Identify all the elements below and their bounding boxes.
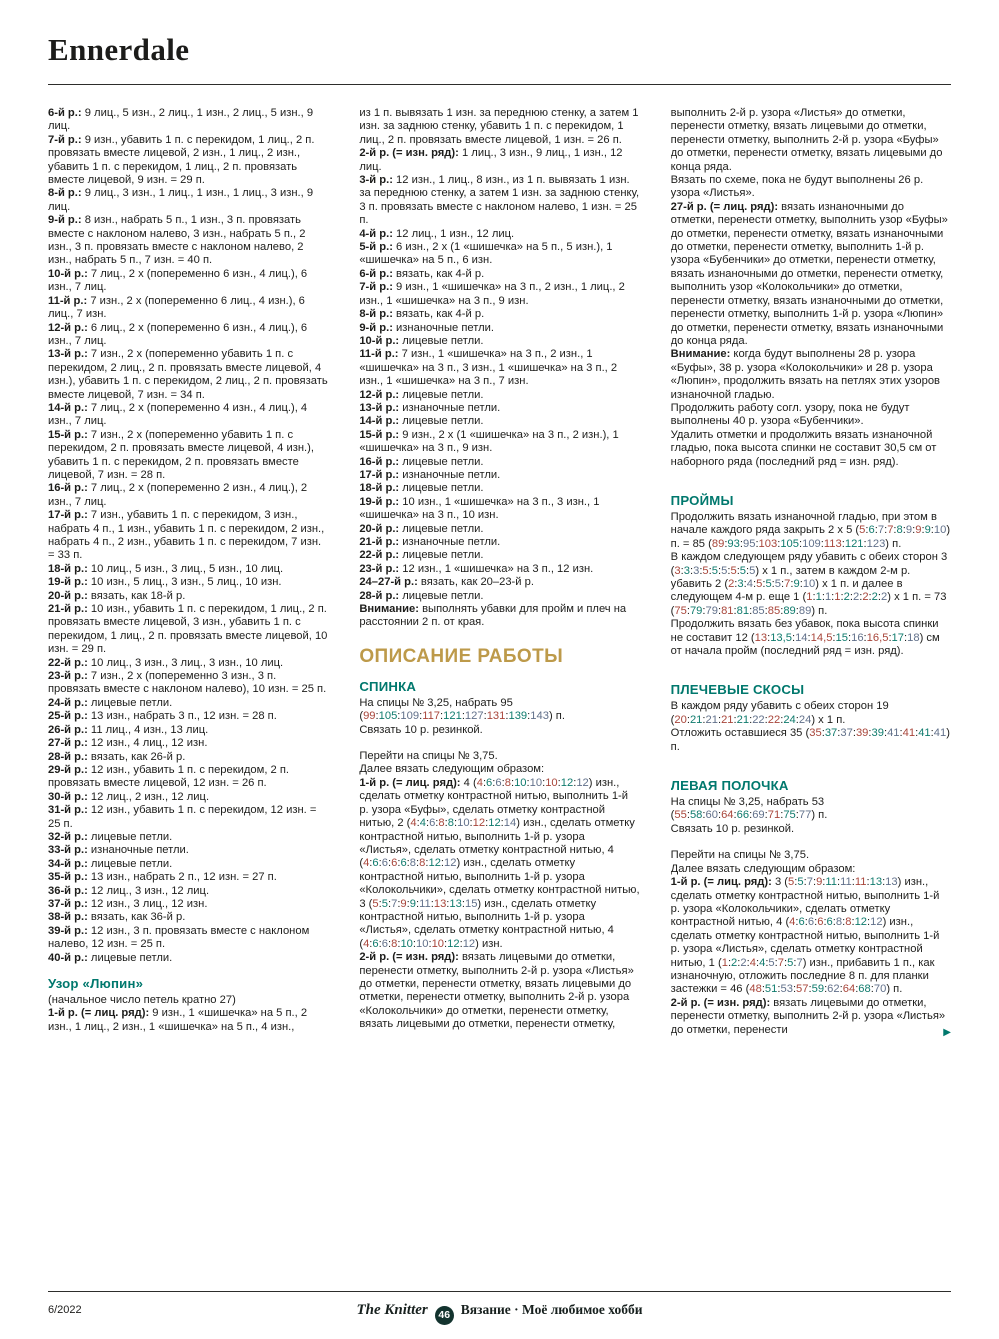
row-label: 23-й р.: — [48, 670, 88, 683]
section-heading: ОПИСАНИЕ РАБОТЫ — [359, 645, 564, 667]
row-label: 27-й р. (= лиц. ряд): — [670, 200, 779, 213]
row-instruction: 19-й р.: 10 изн., 1 «шишечка» на 3 п., 3 изн., 1 «шишечка» на 3 п., 10 изн. — [359, 495, 600, 522]
row-instruction: 27-й р. (= лиц. ряд): вязать изнаночными до отметки, перенести отметку, выполнить узор «Буфы» до отметки, перенести отметку, вязать изнаночными до отметки, перенести отметку, выполнить 1-й р. узора «Бубенчики» до отметки, перенести отметку, вязать изнаночными до отметки, перенести отметку, выполнить узор «Колокольчики» до отметки, перенести отметку, вязать изнаночными до отметки, перенести отметку, выполнить 1-й р. узора «Люпин» до отметки, перенести отметку, вязать изнаночными до конца ряда. — [670, 200, 948, 347]
row-instruction: 20-й р.: вязать, как 18-й р. — [48, 589, 186, 602]
row-label: 4-й р.: — [359, 227, 393, 240]
row-instruction: Внимание: выполнять убавки для пройм и плеч на расстоянии 2 п. от края. — [359, 603, 627, 629]
paragraph: В каждом ряду убавить с обеих сторон 19 (20:21:21:21:21:22:22:24:24) х 1 п. — [670, 700, 889, 726]
paragraph: выполнить 2-й р. узора «Листья» до отметки, перенести отметку, вязать лицевыми до отметки, перенести отметку, выполнить 2-й р. узора «Буфы» до отметки, перенести отметку, вязать лицевыми до конца ряда. — [670, 107, 943, 173]
row-label: 7-й р.: — [359, 281, 393, 294]
page-footer — [48, 1291, 951, 1323]
row-label: 6-й р.: — [48, 107, 82, 119]
row-instruction: 2-й р. (= изн. ряд): вязать лицевыми до отметки, перенести отметку, выполнить 2-й р. узора «Листья» до отметки, перенести отметку, вязать лицевыми до отметки, перенести отметку, выполнить 2-й р. узора «Колокольчики» до отметки, перенести отметку, вязать лицевыми до отметки, перенести отметку, — [359, 951, 634, 1031]
row-label: 30-й р.: — [48, 790, 88, 803]
row-instruction: 2-й р. (= изн. ряд): 1 лиц., 3 изн., 9 лиц., 1 изн., 12 лиц. — [359, 147, 623, 173]
row-instruction: 11-й р.: 7 изн., 2 х (попеременно 6 лиц., 4 изн.), 6 лиц., 7 изн. — [48, 294, 305, 321]
header-rule — [48, 84, 951, 85]
row-label: 18-й р.: — [48, 562, 88, 575]
row-label: 5-й р.: — [359, 241, 393, 254]
row-label: 12-й р.: — [48, 321, 88, 334]
article-columns — [48, 107, 951, 1259]
paragraph: Связать 10 р. резинкой. — [670, 822, 795, 835]
row-instruction: 14-й р.: лицевые петли. — [359, 415, 484, 428]
column-2 — [359, 107, 639, 1259]
row-instruction: 17-й р.: изнаночные петли. — [359, 468, 501, 481]
row-instruction: 32-й р.: лицевые петли. — [48, 830, 173, 843]
page-number-badge: 46 — [435, 1306, 454, 1325]
row-instruction: 18-й р.: лицевые петли. — [359, 482, 484, 495]
row-label: 1-й р. (= лиц. ряд): — [359, 776, 461, 789]
row-instruction: 24–27-й р.: вязать, как 20–23-й р. — [359, 576, 534, 589]
paragraph: В каждом следующем ряду убавить с обеих сторон 3 (3:3:3:5:5:5:5:5:5) х 1 п., затем в каждом 2-м р. убавить 2 (2:3:4:5:5:5:7:9:10) х 1 п. и далее в следующем 4-м р. еще 1 (1:1:1:1:2:2:2:2:2) х 1 п. = 73 (75:79:79:81:81:85:85:89:89) п. — [670, 551, 948, 617]
issue-number: 6/2022 — [48, 1304, 82, 1316]
row-label: 21-й р.: — [48, 603, 88, 616]
row-label: 6-й р.: — [359, 267, 393, 280]
row-label: 23-й р.: — [359, 562, 400, 575]
subsection-heading: ПЛЕЧЕВЫЕ СКОСЫ — [670, 682, 805, 698]
paragraph: Вязать по схеме, пока не будут выполнены 26 р. узора «Листья». — [670, 174, 924, 200]
row-label: 7-й р.: — [48, 133, 82, 146]
row-instruction: 26-й р.: 11 лиц., 4 изн., 13 лиц. — [48, 723, 209, 736]
paragraph: Продолжить вязать изнаночной гладью, при этом в начале каждого ряда закрыть 2 х 5 (5:6:7:7:8:9:9:9:10) п. = 85 (89:93:95:103:105:109:113:121:123) п. — [670, 510, 951, 550]
row-instruction: 24-й р.: лицевые петли. — [48, 696, 173, 709]
row-label: 26-й р.: — [48, 723, 88, 736]
row-instruction: 22-й р.: 10 лиц., 3 изн., 3 лиц., 3 изн., 10 лиц. — [48, 656, 284, 669]
row-label: 20-й р.: — [359, 522, 400, 535]
row-instruction: 28-й р.: вязать, как 26-й р. — [48, 750, 186, 763]
row-label: 10-й р.: — [359, 334, 400, 347]
row-label: 27-й р.: — [48, 737, 88, 750]
row-instruction: 6-й р.: 9 лиц., 5 изн., 2 лиц., 1 изн., 2 лиц., 5 изн., 9 лиц. — [48, 107, 314, 133]
row-label: 2-й р. (= изн. ряд): — [359, 951, 459, 964]
row-label: 14-й р.: — [48, 401, 88, 414]
row-instruction: 33-й р.: изнаночные петли. — [48, 844, 189, 857]
paragraph: Продолжить вязать без убавок, пока высота спинки не составит 12 (13:13,5:14:14,5:15:16:16,5:17:18) см от начала пройм (последний ряд = изн. ряд). — [670, 618, 940, 658]
row-instruction: 4-й р.: 12 лиц., 1 изн., 12 лиц. — [359, 227, 515, 240]
row-instruction: 8-й р.: 9 лиц., 3 изн., 1 лиц., 1 изн., 1 лиц., 3 изн., 9 лиц. — [48, 187, 314, 213]
row-instruction: 12-й р.: 6 лиц., 2 х (попеременно 6 изн., 4 лиц.), 6 изн., 7 лиц. — [48, 321, 308, 347]
row-label: 16-й р.: — [359, 455, 400, 468]
paragraph: Перейти на спицы № 3,75. — [359, 750, 498, 763]
row-instruction: 13-й р.: 7 изн., 2 х (попеременно убавить 1 п. с перекидом, 2 лиц., 2 п. провязать вместе лицевой, 4 изн.), убавить 1 п. с перекидом, 2 лиц., 2 п. провязать вместе лицевой, 7 изн. = 34 п. — [48, 348, 328, 401]
row-label: 24–27-й р.: — [359, 576, 418, 589]
paragraph: Связать 10 р. резинкой. — [359, 723, 483, 736]
row-instruction: 15-й р.: 7 изн., 2 х (попеременно убавить 1 п. с перекидом, 2 п. провязать вместе лицевой, 4 изн.), убавить 1 п. с перекидом, 2 п. провязать вместе лицевой, 7 изн. = 28 п. — [48, 428, 314, 481]
subsection-heading: ЛЕВАЯ ПОЛОЧКА — [670, 778, 789, 794]
continuation-arrow-icon: ▶ — [943, 1026, 951, 1038]
row-label: Внимание: — [359, 603, 419, 616]
row-instruction: 28-й р.: лицевые петли. — [359, 589, 484, 602]
row-label: 22-й р.: — [48, 656, 88, 669]
row-label: 32-й р.: — [48, 830, 88, 843]
row-label: Внимание: — [670, 348, 731, 361]
row-label: 17-й р.: — [359, 468, 400, 481]
row-label: 13-й р.: — [359, 401, 400, 414]
paragraph: Отложить оставшиеся 35 (35:37:37:39:39:41:41:41:41) п. — [670, 727, 950, 753]
row-instruction: 18-й р.: 10 лиц., 5 изн., 3 лиц., 5 изн., 10 лиц. — [48, 562, 284, 575]
row-label: 40-й р.: — [48, 951, 88, 964]
row-instruction: 25-й р.: 13 изн., набрать 3 п., 12 изн. = 28 п. — [48, 710, 277, 723]
row-label: 36-й р.: — [48, 884, 88, 897]
row-instruction: 7-й р.: 9 изн., убавить 1 п. с перекидом, 1 лиц., 2 п. провязать вместе лицевой, 2 изн., 1 лиц., 2 изн., убавить 1 п. с перекидом, 1 лиц., 2 п. провязать вместе лицевой, 9 изн. = 29 п. — [48, 133, 315, 187]
row-instruction: 5-й р.: 6 изн., 2 х (1 «шишечка» на 5 п., 5 изн.), 1 «шишечка» на 5 п., 6 изн. — [359, 241, 613, 267]
paragraph: Далее вязать следующим образом: — [359, 763, 545, 776]
column-3 — [671, 107, 951, 1259]
row-instruction: 9-й р.: 8 изн., набрать 5 п., 1 изн., 3 п. провязать вместе с наклоном налево, 3 изн., набрать 5 п., 2 изн., 3 п. провязать вместе с наклоном налево, 2 изн., набрать 5 п., 7 изн. = 40 п. — [48, 214, 306, 267]
row-label: 15-й р.: — [359, 428, 400, 441]
subsection-heading: ПРОЙМЫ — [670, 492, 734, 508]
row-label: 34-й р.: — [48, 857, 88, 870]
row-instruction: 16-й р.: лицевые петли. — [359, 455, 484, 468]
row-instruction: 22-й р.: лицевые петли. — [359, 549, 484, 562]
footer-content — [48, 1301, 951, 1323]
row-instruction: 1-й р. (= лиц. ряд): 3 (5:5:7:9:11:11:11:13:13) изн., сделать отметку контрастной нитью, выполнить 1-й р. узора «Колокольчики», сделать отметку контрастной нитью, 4 (4:6:6:6:6:8:8:12:12) изн., сделать отметку контрастной нитью, выполнить 1-й р. узора «Листья», сделать отметку контрастной нитью, 1 (1:2:2:4:4:5:7:5:7) изн., прибавить 1 п., как изнаночную, отложить последние 8 п. для планки застежки = 46 (48:51:53:57:59:62:64:68:70) п. — [670, 876, 940, 996]
row-instruction: 13-й р.: изнаночные петли. — [359, 401, 501, 414]
row-label: 9-й р.: — [48, 214, 82, 227]
row-instruction: 27-й р.: 12 изн., 4 лиц., 12 изн. — [48, 737, 208, 750]
row-instruction: 30-й р.: 12 лиц., 2 изн., 12 лиц. — [48, 790, 210, 803]
row-instruction: 12-й р.: лицевые петли. — [359, 388, 484, 401]
row-label: 12-й р.: — [359, 388, 400, 401]
subsection-heading: СПИНКА — [359, 678, 417, 694]
row-instruction: 16-й р.: 7 лиц., 2 х (попеременно 2 изн., 4 лиц.), 2 изн., 7 лиц. — [48, 482, 308, 508]
paragraph: Перейти на спицы № 3,75. — [670, 849, 810, 862]
row-instruction: 23-й р.: 7 изн., 2 х (попеременно 3 изн., 3 п. провязать вместе с наклоном налево), 10 изн. = 25 п. — [48, 670, 327, 696]
row-instruction: 6-й р.: вязать, как 4-й р. — [359, 267, 485, 280]
row-instruction: 10-й р.: лицевые петли. — [359, 334, 484, 347]
row-instruction: 21-й р.: изнаночные петли. — [359, 536, 501, 548]
row-label: 21-й р.: — [359, 536, 400, 548]
magazine-tagline: Вязание · Моё любимое хобби — [460, 1302, 643, 1317]
row-instruction: 7-й р.: 9 изн., 1 «шишечка» на 3 п., 2 изн., 1 лиц., 2 изн., 1 «шишечка» на 3 п., 9 изн. — [359, 281, 625, 307]
row-label: 1-й р. (= лиц. ряд): — [48, 1007, 150, 1020]
row-instruction: 20-й р.: лицевые петли. — [359, 522, 484, 535]
row-label: 3-й р.: — [359, 174, 393, 187]
row-label: 2-й р. (= изн. ряд): — [670, 996, 771, 1009]
row-label: 25-й р.: — [48, 710, 88, 723]
row-instruction: 19-й р.: 10 изн., 5 лиц., 3 изн., 5 лиц., 10 изн. — [48, 576, 282, 589]
paragraph: На спицы № 3,25, набрать 53 (55:58:60:64:66:69:71:75:77) п. — [670, 796, 828, 822]
row-label: 37-й р.: — [48, 897, 88, 910]
row-label: 11-й р.: — [48, 294, 88, 307]
row-label: 14-й р.: — [359, 415, 400, 428]
row-instruction: 3-й р.: 12 изн., 1 лиц., 8 изн., из 1 п. вывязать 1 изн. за переднюю стенку, а затем 1 изн. за заднюю стенку, 3 п. провязать вместе с наклоном налево, 1 изн. = 25 п. — [359, 174, 640, 227]
row-instruction: 31-й р.: 12 изн., убавить 1 п. с перекидом, 12 изн. = 25 п. — [48, 804, 317, 830]
row-instruction: 21-й р.: 10 изн., убавить 1 п. с перекидом, 1 лиц., 2 п. провязать вместе лицевой, 3 изн., убавить 1 п. с перекидом, 1 лиц., 2 п. провязать вместе лицевой, 10 изн. = 29 п. — [48, 603, 328, 656]
row-label: 2-й р. (= изн. ряд): — [359, 147, 459, 160]
row-instruction: 9-й р.: изнаночные петли. — [359, 321, 495, 334]
row-label: 19-й р.: — [359, 495, 400, 508]
magazine-name: The Knitter — [356, 1302, 428, 1318]
row-label: 31-й р.: — [48, 804, 88, 817]
row-instruction: 1-й р. (= лиц. ряд): 9 изн., 1 «шишечка» на 5 п., 2 изн., 1 лиц., 2 изн., 1 «шишечка» на 5 п., 4 изн., — [48, 1007, 308, 1033]
row-label: 13-й р.: — [48, 348, 88, 361]
row-instruction: 15-й р.: 9 изн., 2 х (1 «шишечка» на 3 п., 2 изн.), 1 «шишечка» на 3 п., 9 изн. — [359, 428, 619, 455]
row-instruction: 40-й р.: лицевые петли. — [48, 951, 173, 964]
paragraph: На спицы № 3,25, набрать 95 (99:105:109:117:121:127:131:139:143) п. — [359, 696, 565, 723]
row-label: 17-й р.: — [48, 509, 88, 522]
row-label: 1-й р. (= лиц. ряд): — [670, 876, 772, 889]
row-label: 24-й р.: — [48, 696, 88, 709]
paragraph-gap — [671, 836, 951, 849]
row-label: 8-й р.: — [48, 187, 82, 200]
paragraph-gap — [671, 754, 951, 767]
row-instruction: 14-й р.: 7 лиц., 2 х (попеременно 4 изн., 4 лиц.), 4 изн., 7 лиц. — [48, 401, 308, 428]
row-label: 29-й р.: — [48, 763, 88, 776]
row-instruction: 36-й р.: 12 лиц., 3 изн., 12 лиц. — [48, 884, 210, 897]
row-label: 33-й р.: — [48, 844, 88, 857]
row-label: 18-й р.: — [359, 482, 400, 495]
paragraph-gap — [671, 658, 951, 671]
row-instruction: 17-й р.: 7 изн., убавить 1 п. с перекидом, 3 изн., набрать 4 п., 1 изн., убавить 1 п. с перекидом, 2 изн., набрать 4 п., 2 изн., убавить 1 п. с перекидом, 7 изн. = 33 п. — [48, 509, 325, 562]
pattern-title: Ennerdale — [48, 32, 190, 67]
row-instruction: 2-й р. (= изн. ряд): вязать лицевыми до отметки, перенести отметку, выполнить 2-й р. узора «Листья» до отметки, перенести ▶ — [670, 996, 951, 1038]
paragraph: Продолжить работу согл. узору, пока не будут выполнены 40 р. узора «Бубенчики». — [670, 401, 910, 428]
row-label: 35-й р.: — [48, 871, 88, 884]
row-instruction: 1-й р. (= лиц. ряд): 4 (4:6:6:8:10:10:10:12:12) изн., сделать отметку контрастной нитью, выполнить 1-й р. узора «Буфы», сделать отметку контрастной нитью, 2 (4:4:6:8:8:10:12:12:14) изн., сделать отметку контрастной нитью, выполнить 1-й р. узора «Листья», сделать отметку контрастной нитью, 4 (4:6:6:6:6:8:8:12:12) изн., сделать отметку контрастной нитью, выполнить 1-й р. узора «Колокольчики», сделать отметку контрастной нитью, 3 (5:5:7:9:9:11:13:13:15) изн., сделать отметку контрастной нитью, выполнить 1-й р. узора «Листья», сделать отметку контрастной нитью, 4 (4:6:6:8:10:10:10:12:12) изн. — [359, 776, 640, 950]
paragraph-gap — [359, 737, 639, 750]
row-label: 39-й р.: — [48, 924, 88, 937]
row-label: 16-й р.: — [48, 482, 88, 495]
paragraph: Далее вязать следующим образом: — [670, 862, 856, 875]
paragraph: Удалить отметки и продолжить вязать изнаночной гладью, пока высота спинки не составит 30,5 см от наборного ряда (последний ряд = изн. ряд). — [670, 428, 937, 468]
row-label: 22-й р.: — [359, 549, 400, 562]
row-label: 28-й р.: — [48, 750, 88, 763]
row-instruction: 29-й р.: 12 изн., убавить 1 п. с перекидом, 2 п. провязать вместе лицевой, 12 изн. = 26 п. — [48, 763, 290, 790]
row-instruction: 10-й р.: 7 лиц., 2 х (попеременно 6 изн., 4 лиц.), 6 изн., 7 лиц. — [48, 267, 308, 294]
subsection-heading: Узор «Люпин» — [48, 976, 144, 991]
row-label: 8-й р.: — [359, 308, 393, 321]
row-label: 11-й р.: — [359, 348, 399, 361]
row-instruction: 23-й р.: 12 изн., 1 «шишечка» на 3 п., 12 изн. — [359, 562, 594, 575]
paragraph: из 1 п. вывязать 1 изн. за переднюю стенку, а затем 1 изн. за заднюю стенку, убавить 1 п. с перекидом, 1 лиц., 2 п. провязать вместе лицевой, 1 изн. = 26 п. — [359, 107, 639, 146]
row-label: 10-й р.: — [48, 267, 88, 280]
column-1 — [48, 107, 328, 1259]
row-instruction: 34-й р.: лицевые петли. — [48, 857, 173, 870]
paragraph-gap — [671, 469, 951, 482]
row-label: 9-й р.: — [359, 321, 393, 334]
row-instruction: 35-й р.: 13 изн., набрать 2 п., 12 изн. = 27 п. — [48, 871, 277, 884]
row-label: 20-й р.: — [48, 589, 88, 602]
row-instruction: 37-й р.: 12 изн., 3 лиц., 12 изн. — [48, 897, 208, 910]
row-label: 15-й р.: — [48, 428, 88, 441]
row-instruction: 8-й р.: вязать, как 4-й р. — [359, 308, 485, 321]
paragraph: (начальное число петель кратно 27) — [48, 994, 236, 1006]
row-instruction: 39-й р.: 12 изн., 3 п. провязать вместе с наклоном налево, 12 изн. = 25 п. — [48, 924, 310, 951]
row-label: 38-й р.: — [48, 911, 88, 924]
row-label: 28-й р.: — [359, 589, 400, 602]
row-instruction: 11-й р.: 7 изн., 1 «шишечка» на 3 п., 2 изн., 1 «шишечка» на 3 п., 3 изн., 1 «шишечка» на 3 п., 2 изн., 1 «шишечка» на 3 п., 7 изн. — [359, 348, 618, 388]
row-label: 19-й р.: — [48, 576, 88, 589]
row-instruction: 38-й р.: вязать, как 36-й р. — [48, 911, 186, 924]
row-instruction: Внимание: когда будут выполнены 28 р. узора «Буфы», 38 р. узора «Колокольчики» и 28 р. узора «Люпин», продолжить вязать на петлях этих узоров изнаночной гладью. — [670, 348, 940, 401]
